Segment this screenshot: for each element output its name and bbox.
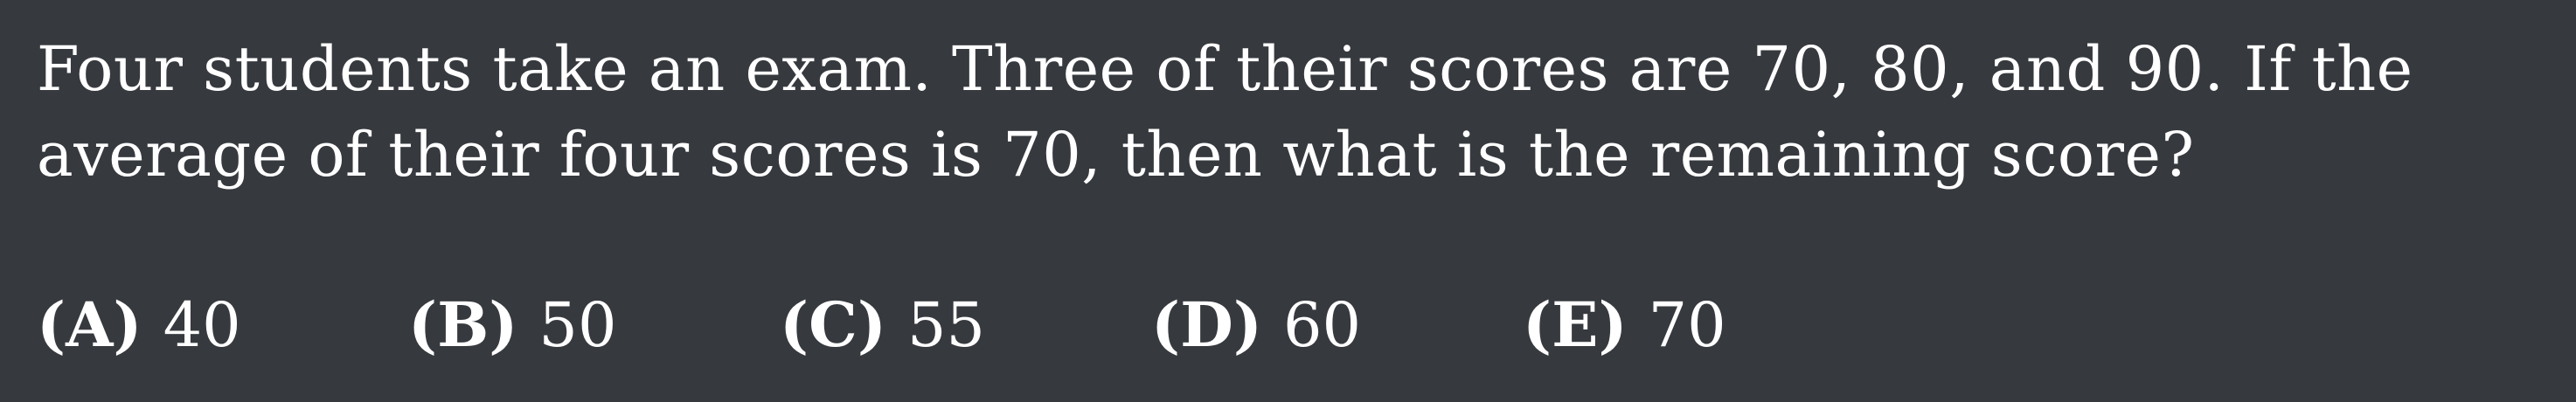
- choice-a: [37, 281, 241, 369]
- choice-d: [1151, 281, 1361, 369]
- choice-e-label: (E): [1523, 288, 1628, 361]
- choice-d-value: 60: [1282, 289, 1362, 361]
- question-text: Four students take an exam. Three of their scores are 70, 80, and 90. If the average of their four scores is 70, then what is the remaining score?: [37, 33, 2413, 191]
- choice-b-value: 50: [538, 289, 617, 361]
- choice-b-label: (B): [408, 288, 518, 361]
- choice-d-label: (D): [1151, 288, 1262, 361]
- choice-c-value: 55: [906, 289, 986, 361]
- choice-a-label: (A): [37, 288, 142, 361]
- choice-c-label: (C): [780, 288, 886, 361]
- choice-e-value: 70: [1648, 289, 1726, 361]
- choice-b: [408, 281, 616, 369]
- choice-c: [780, 281, 985, 369]
- choice-e: [1523, 281, 1726, 369]
- answer-choices: [37, 281, 2537, 369]
- choice-a-value: 40: [163, 289, 241, 361]
